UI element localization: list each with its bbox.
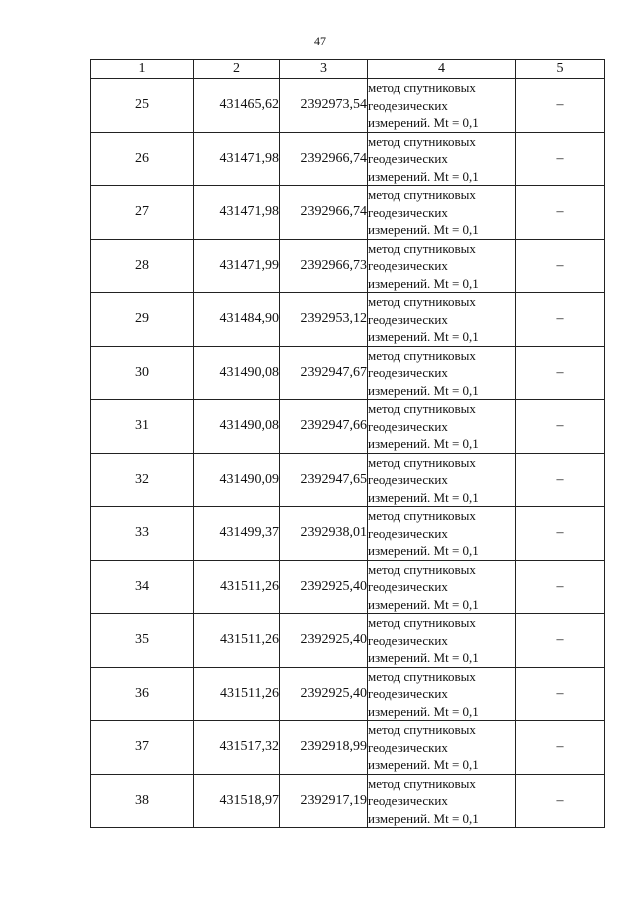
table-row (91, 400, 605, 454)
coordinate-x: 431465,62 (194, 79, 280, 133)
method-cell: метод спутниковых геодезических измерений. Mt = 0,1 (368, 507, 516, 561)
method-cell: метод спутниковых геодезических измерений. Mt = 0,1 (368, 560, 516, 614)
table-row (91, 346, 605, 400)
coordinate-x: 431471,99 (194, 239, 280, 293)
coordinate-x: 431499,37 (194, 507, 280, 561)
coordinate-y: 2392966,73 (280, 239, 368, 293)
note-cell: – (516, 721, 605, 775)
method-cell: метод спутниковых геодезических измерений. Mt = 0,1 (368, 132, 516, 186)
point-number: 26 (91, 132, 194, 186)
point-number: 36 (91, 667, 194, 721)
coordinate-x: 431511,26 (194, 614, 280, 668)
note-cell: – (516, 293, 605, 347)
table-row (91, 667, 605, 721)
coordinate-x: 431471,98 (194, 186, 280, 240)
coordinate-x: 431517,32 (194, 721, 280, 775)
method-cell: метод спутниковых геодезических измерений. Mt = 0,1 (368, 453, 516, 507)
coordinates-table (90, 59, 605, 828)
table-row (91, 453, 605, 507)
table-row (91, 774, 605, 828)
table-row (91, 614, 605, 668)
point-number: 32 (91, 453, 194, 507)
coordinate-y: 2392973,54 (280, 79, 368, 133)
coordinate-y: 2392947,67 (280, 346, 368, 400)
point-number: 33 (91, 507, 194, 561)
coordinate-y: 2392953,12 (280, 293, 368, 347)
coordinate-x: 431490,08 (194, 400, 280, 454)
coordinate-x: 431471,98 (194, 132, 280, 186)
method-cell: метод спутниковых геодезических измерений. Mt = 0,1 (368, 79, 516, 133)
method-cell: метод спутниковых геодезических измерений. Mt = 0,1 (368, 667, 516, 721)
table-row (91, 507, 605, 561)
point-number: 37 (91, 721, 194, 775)
coordinate-y: 2392925,40 (280, 560, 368, 614)
coordinate-y: 2392917,19 (280, 774, 368, 828)
table-row (91, 721, 605, 775)
note-cell: – (516, 560, 605, 614)
note-cell: – (516, 507, 605, 561)
method-cell: метод спутниковых геодезических измерений. Mt = 0,1 (368, 721, 516, 775)
note-cell: – (516, 346, 605, 400)
table-row (91, 293, 605, 347)
method-cell: метод спутниковых геодезических измерений. Mt = 0,1 (368, 239, 516, 293)
page-number: 47 (314, 34, 326, 48)
table-row (91, 239, 605, 293)
point-number: 27 (91, 186, 194, 240)
coordinate-y: 2392947,66 (280, 400, 368, 454)
method-cell: метод спутниковых геодезических измерений. Mt = 0,1 (368, 774, 516, 828)
method-cell: метод спутниковых геодезических измерений. Mt = 0,1 (368, 293, 516, 347)
table-row (91, 79, 605, 133)
point-number: 28 (91, 239, 194, 293)
method-cell: метод спутниковых геодезических измерений. Mt = 0,1 (368, 400, 516, 454)
table-row (91, 560, 605, 614)
coordinate-x: 431484,90 (194, 293, 280, 347)
column-header: 1 (91, 60, 194, 79)
coordinate-y: 2392938,01 (280, 507, 368, 561)
method-cell: метод спутниковых геодезических измерений. Mt = 0,1 (368, 614, 516, 668)
note-cell: – (516, 614, 605, 668)
table-row (91, 132, 605, 186)
note-cell: – (516, 79, 605, 133)
coordinate-x: 431511,26 (194, 667, 280, 721)
point-number: 31 (91, 400, 194, 454)
coordinate-y: 2392918,99 (280, 721, 368, 775)
coordinate-x: 431518,97 (194, 774, 280, 828)
coordinate-x: 431511,26 (194, 560, 280, 614)
coordinate-y: 2392947,65 (280, 453, 368, 507)
column-header: 2 (194, 60, 280, 79)
point-number: 35 (91, 614, 194, 668)
point-number: 25 (91, 79, 194, 133)
point-number: 38 (91, 774, 194, 828)
method-cell: метод спутниковых геодезических измерений. Mt = 0,1 (368, 186, 516, 240)
note-cell: – (516, 453, 605, 507)
point-number: 29 (91, 293, 194, 347)
method-cell: метод спутниковых геодезических измерений. Mt = 0,1 (368, 346, 516, 400)
note-cell: – (516, 400, 605, 454)
note-cell: – (516, 239, 605, 293)
coordinate-x: 431490,08 (194, 346, 280, 400)
column-header: 5 (516, 60, 605, 79)
table-header-row (91, 60, 605, 79)
coordinate-x: 431490,09 (194, 453, 280, 507)
column-header: 4 (368, 60, 516, 79)
point-number: 30 (91, 346, 194, 400)
note-cell: – (516, 774, 605, 828)
coordinate-y: 2392925,40 (280, 667, 368, 721)
column-header: 3 (280, 60, 368, 79)
coordinate-y: 2392966,74 (280, 132, 368, 186)
table-row (91, 186, 605, 240)
note-cell: – (516, 667, 605, 721)
note-cell: – (516, 186, 605, 240)
point-number: 34 (91, 560, 194, 614)
coordinate-y: 2392966,74 (280, 186, 368, 240)
note-cell: – (516, 132, 605, 186)
coordinate-y: 2392925,40 (280, 614, 368, 668)
